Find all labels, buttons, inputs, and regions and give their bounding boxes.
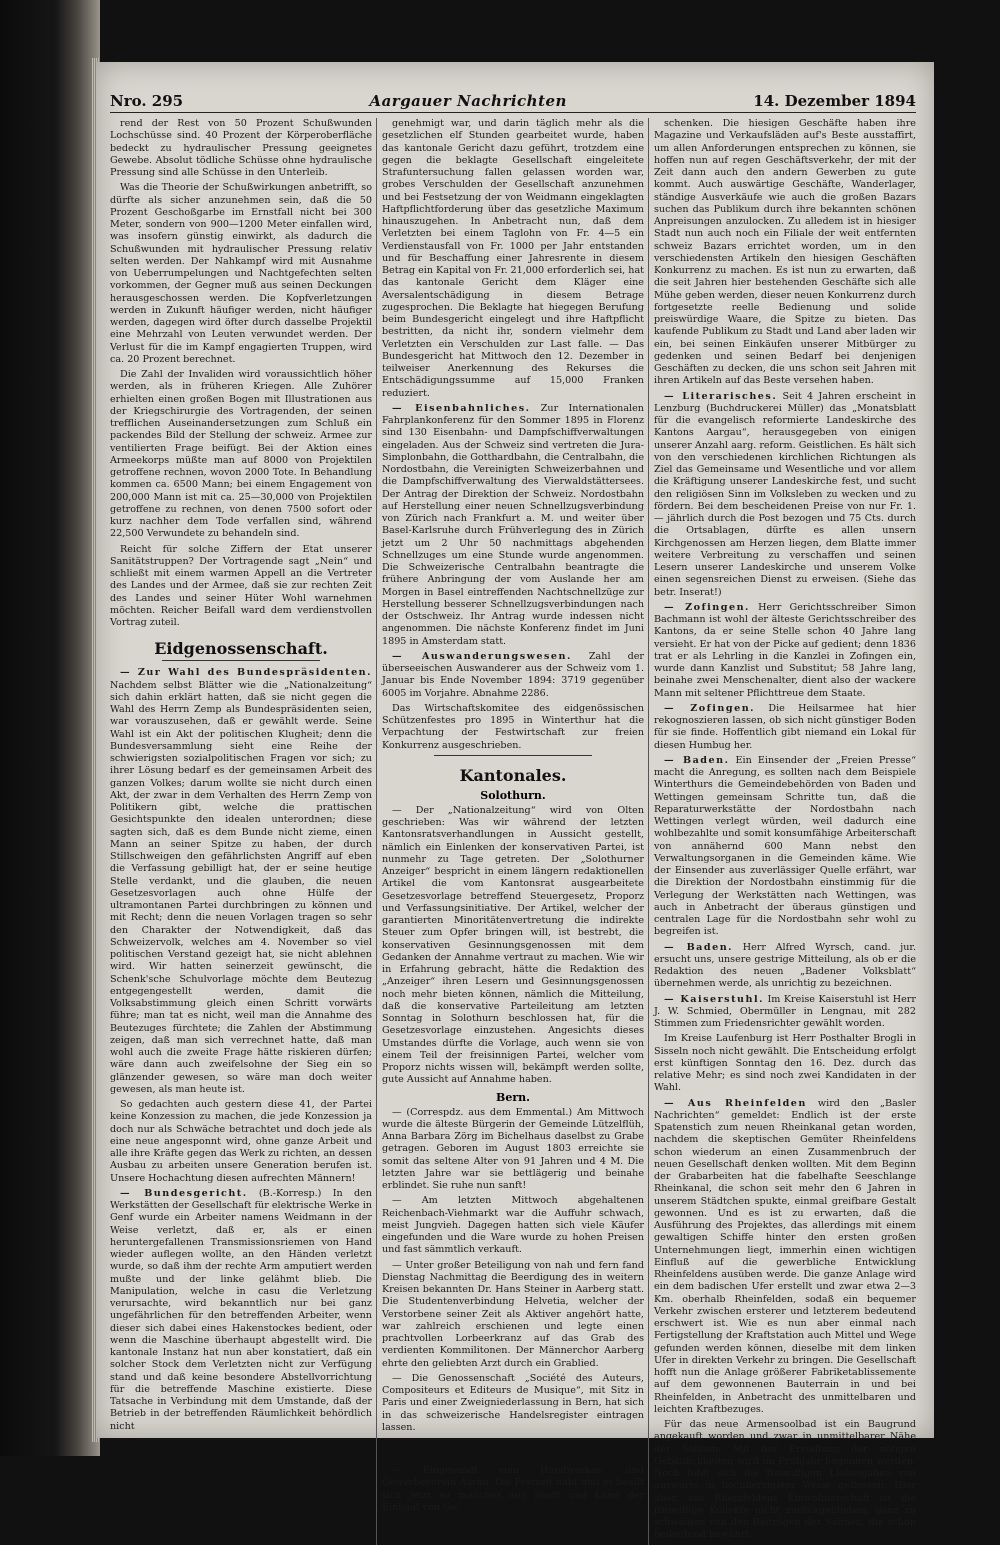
article-paragraph: [654, 703, 916, 752]
subheading-solothurn: Solothurn.: [480, 788, 546, 802]
article-lead: — Zofingen.: [664, 601, 750, 613]
article-paragraph: [654, 942, 916, 991]
newspaper-title: Aargauer Nachrichten: [369, 92, 567, 110]
article-lead: — Zofingen.: [664, 702, 756, 714]
section-heading-aargau: Aargau.: [478, 1444, 548, 1463]
divider: [434, 755, 591, 756]
issue-date: 14. Dezember 1894: [753, 92, 916, 110]
article-paragraph: [382, 651, 644, 700]
article-paragraph: So gedachten auch gestern diese 41, der Partei keine Konzession zu machen, die jede Konzession ja doch nur als Schwäche betrachtet und doch jede als eine neue angesponnt wird, ohne ganze Arbeit und alle ihre Kräfte gegen das Werk zu richten, an dessen Ausbau zu arbeiten unsere Generation berufen ist. Unsere Hochachtung diesen aufrechten Männern!: [110, 1099, 372, 1184]
article-paragraph: Reicht für solche Ziffern der Etat unserer Sanitätstruppen? Der Vortragende sagt „Nein“ und schließt mit einem warmen Appell an die Vertreter des Landes und der Armee, daß sie zur rechten Zeit des Landes und seiner Hüter Wohl warnehmen möchten. Reicher Beifall ward dem verdienstvollen Vortrag zuteil.: [110, 543, 372, 628]
article-lead: — Eisenbahnliches.: [392, 402, 531, 414]
section-heading-eidgenossenschaft: Eidgenossenschaft.: [154, 639, 328, 659]
article-paragraph: — Die Genossenschaft „Société des Auteurs, Compositeurs et Editeurs de Musique“, mit Sitz in Paris und einer Zweigniederlassung in Bern, hat sich in das schweizerische Handelsregister eintragen lassen.: [382, 1372, 644, 1433]
subheading-bern: Bern.: [496, 1090, 530, 1104]
newspaper-page: [96, 62, 934, 1541]
article-body: Nachdem selbst Blätter wie die „Nationalzeitung“ sich dahin erklärt hatten, daß sie nicht gegen die Wahl des Herrn Zemp als Bundespräsidenten seien, war vorauszusehen, daß er gewählt werde. Seine Wahl ist ein Akt der politischen Klugheit; denn die Bundesversammlung sieht eine Reihe der schwierigsten sozialpolitischen Fragen vor sich; zu ihrer Lösung bedarf es der gemeinsamen Arbeit des ganzen Volkes; darum wollte sie nicht durch einen Akt, der zwar in dem Verhalten des Herrn Zemp von Politikern gibt, welche die prattischen Gesichtspunkte den idealen unterordnen; diese sagten sich, daß es dem Bunde nicht zieme, einen Mann an seiner Spitze zu haben, der durch Stillschweigen den gefährlichsten Angriff auf eben die Verfassung gebilligt hat, der er seine heutige Stelle verdankt, und die glauben, die neuen Gesetzesvorlagen auch ohne Hülfe der ultramontanen Partei durchbringen zu können und mit Recht; denn die neuen Vorlagen tragen so sehr den Charakter der Notwendigkeit, daß das Schweizervolk, welches am 4. November so viel politischen Verstand gezeigt hat, sie nicht ablehnen wird. Wir hatten seinerzeit gewünscht, die Schenk'sche Schulvorlage möchte dem Beutezug entgegengestellt werden, damit die Volksabstimmung gleich einen Schritt vorwärts führe; man tat es nicht, weil man die Annahme des Beutezuges fürchtete; die Zahlen der Abstimmung zeigen, daß man sich verrechnet hatte, daß man wohl auch die zweite Frage hätte riskieren dürfen; wäre dann auch zweifelsohne der Sieg ein so glänzender gewesen, so wäre man doch weiter gewesen, als man heute ist.: [110, 679, 372, 1095]
article-paragraph: [110, 667, 372, 1096]
divider: [162, 660, 319, 661]
article-lead: — Zur Wahl des Bundespräsidenten.: [120, 667, 372, 679]
article-body: Ein Einsender der „Freien Presse“ macht die Anregung, es sollten nach dem Beispiele Winterthurs die Gemeindebehörden von Baden und Wettingen gemeinsam Schritte tun, daß die Reparaturwerkstätte der Nordostbahn nach Wettingen verlegt würden, weil dadurch eine wohlbezahlte und somit konsumfähige Arbeiterschaft von annähernd 600 Mann nebst den Verwaltungsorganen in die Gemeinden käme. Wie der Einsender aus zuverlässiger Quelle erfährt, war die Direktion der Nordostbahn einstimmig für die Verlegung der Werkstätten nach Wettingen, was auch in Anbetracht der überaus günstigen und centralen Lage für die Nordostbahn sehr wohl zu begreifen ist.: [654, 754, 916, 938]
article-paragraph: Das Wirtschaftskomitee des eidgenössischen Schützenfestes pro 1895 in Winterthur hat die Verpachtung der Festwirtschaft zur freien Konkurrenz ausgeschrieben.: [382, 702, 644, 751]
article-paragraph: schenken. Die hiesigen Geschäfte haben ihre Magazine und Verkaufsläden auf's Beste ausstaffirt, um allen Anforderungen entsprechen zu können, sie hoffen nun auf regen Geschäftsverkehr, der mit der Zeit dann auch den andern Gewerben zu gute kommt. Auch auswärtige Geschäfte, Wanderlager, ständige Ausverkäufe wie auch die großen Bazars suchen das Publikum durch ihre bekannten schönen Anpreisungen anzulocken. Zu alledem ist in hiesiger Stadt nun auch noch ein Filiale der weit entfernten schweiz Bazars errichtet worden, um in den verschiedensten Artikeln den hiesigen Geschäften Konkurrenz zu machen. Es ist nun zu erwarten, daß die seit Jahren hier bestehenden Geschäfte sich alle Mühe geben werden, dieser neuen Konkurrenz durch fortgesetzte reelle Bedienung und solide preiswürdige Waare, die Spitze zu bieten. Das kaufende Publikum zu Stadt und Land aber laden wir ein, bei seinen Einkäufen unserer Mitbürger zu gedenken und seinen Bedarf bei denjenigen Geschäften zu decken, die uns schon seit Jahren mit ihren Artikeln auf das Beste versehen haben.: [654, 118, 916, 387]
columns: [110, 118, 916, 1541]
article-body: Zahl der überseeischen Auswanderer aus der Schweiz vom 1. Januar bis Ende November 1894: 3719 gegenüber 6005 im Vorjahre. Abnahme 2286.: [382, 650, 644, 699]
article-paragraph: — Eingesandt vom Handwerker- und Gewerbeverein Aarau. Die Festzeit naht und es beeilt sich jetzt so manches aus Stadt und Land der Einkauf von Ge-: [382, 1465, 644, 1513]
article-paragraph: [654, 1098, 916, 1417]
article-body: Zur Internationalen Fahrplankonferenz für den Sommer 1895 in Florenz sind 130 Eisenbahn- und Dampfschiffverwaltungen eingeladen. Aus der Schweiz sind vertreten die Jura-Simplonbahn, die Gotthardbahn, die Centralbahn, die Nordostbahn, die Vereinigten Schweizerbahnen und die Dampfschiffverwaltung des Vierwaldstättersees. Der Antrag der Direktion der Schweiz. Nordostbahn auf Herstellung einer neuen Schnellzugsverbindung von Zürich nach Frankfurt a. M. und weiter über Basel-Karlsruhe durch Frühverlegung des in Zürich jetzt um 2 Uhr 50 nachmittags abgehenden Schnellzuges um eine Stunde wurde angenommen. Die Schweizerische Centralbahn beantragte die frühere Anbringung der vom Auslande her am Morgen in Basel eintreffenden Nachtschnellzüge zur Herstellung besserer Schnellzugsverbindungen nach der Ostschweiz. Ihr Antrag wurde indessen nicht angenommen. Die nächste Konferenz findet im Juni 1895 in Amsterdam statt.: [382, 402, 644, 647]
article-paragraph: [654, 602, 916, 700]
article-body: Die Heilsarmee hat hier rekognoszieren lassen, ob sich nicht günstiger Boden für sie finde. Hoffentlich gibt niemand ein Lokal für diesen Humbug her.: [654, 702, 916, 751]
article-paragraph: [654, 755, 916, 939]
page-header: [110, 86, 916, 113]
article-paragraph: — (Correspdz. aus dem Emmental.) Am Mittwoch wurde die älteste Bürgerin der Gemeinde Lützelflüh, Anna Barbara Zörg im Bichelhaus daselbst zu Grabe getragen. Geboren im August 1803 erreichte sie somit das seltene Alter von 91 Jahren und 4 M. Die letzten Jahre war sie bettlägerig und beinahe erblindet. Sie ruhe nun sanft!: [382, 1106, 644, 1191]
article-paragraph: Im Kreise Laufenburg ist Herr Posthalter Brogli in Sisseln noch nicht gewählt. Die Entscheidung erfolgt erst künftigen Sonntag den 16. Dez. durch das relative Mehr; es sind noch zwei Kandidaten in der Wahl.: [654, 1033, 916, 1094]
article-lead: — Aus Rheinfelden: [664, 1097, 807, 1109]
article-body: wird den „Basler Nachrichten“ gemeldet: Endlich ist der erste Spatenstich zum neuen Rheinkanal getan worden, nachdem die skeptischen Gemüter Rheinfeldens schon wiederum an einen Zusammenbruch der neuen Gesellschaft denken wollten. Mit dem Beginn der Grabarbeiten hat die fabelhafte Seeschlange Rheinkanal, die schon seit mehr den 6 Jahren in unserem Städtchen spukte, einmal greifbare Gestalt gewonnen. Und es ist zu erwarten, daß die Ausführung des Projektes, das allerdings mit einem gewaltigen Schiffe hinter den ersten großen Unternehmungen liegt, immerhin einen wichtigen Einfluß auf die gewerbliche Entwicklung Rheinfeldens ausüben werde. Die ganze Anlage wird ein dem badischen Ufer erstellt und zwar etwa 2—3 Km. oberhalb Rheinfelden, sodaß ein bequemer Verkehr zwischen ersterer und letzterem bedeutend erschwert ist. Wie es nun aber einmal nach Fertigstellung der Kraftstation auch Mittel und Wege gefunden werden können, dieselbe mit dem linken Ufer in direkten Verkehr zu bringen. Die Gesellschaft hofft nun die Anlage größerer Fabriketablissemente auf dem gewonnenen Bauterrain in und bei Rheinfelden, in Anbetracht des unmittelbaren und leichten Kraftbezuges.: [654, 1097, 916, 1415]
column-1: [110, 118, 372, 1545]
article-paragraph: [382, 403, 644, 648]
article-lead: — Auswanderungswesen.: [392, 650, 572, 662]
article-paragraph: genehmigt war, und darin täglich mehr als die gesetzlichen elf Stunden gearbeitet wurde, haben das kantonale Gericht dazu geführt, trotzdem eine gegen die beklagte Gesellschaft eingeleitete Strafuntersuchung fallen gelassen worden war, grobes Verschulden der Gesellschaft anzunehmen und bei Festsetzung der von Weidmann eingeklagten Haftpflichtforderung über das gesetzliche Maximum hinauszugehen. In Anbetracht nun, daß dem Verletzten bei einem Taglohn von Fr. 4—5 ein Verdienstausfall von Fr. 1000 per Jahr entstanden und für Beschaffung einer Jahresrente in diesem Betrag ein Kapital von Fr. 21,000 erforderlich sei, hat das kantonale Gericht dem Kläger eine Aversalentschädigung in diesem Betrage zugesprochen. Die Beklagte hat hiegegen Berufung beim Bundesgericht eingelegt und ihre Haftpflicht bestritten, da nicht ihr, sondern vielmehr dem Verletzten ein Verschulden zur Last falle. — Das Bundesgericht hat Mittwoch den 12. Dezember in teilweiser Anerkennung des Rekurses die Entschädigungssumme auf 15,000 Franken reduziert.: [382, 118, 645, 399]
article-lead: — Baden.: [664, 941, 734, 953]
section-heading-kantonales: Kantonales.: [459, 765, 567, 785]
article-paragraph: Was die Theorie der Schußwirkungen anbetrifft, so dürfte als sicher anzunehmen sein, daß die 50 Prozent Geschoßgarbe im Ernstfall nicht bei 300 Meter, sondern von 900—1200 Meter einfallen wird, was insofern günstig einwirkt, als dadurch die Schußwunden mit hydraulischer Pressung relativ selten werden. Der Nahkampf wird mit Ausnahme von Ueberrumpelungen und Nachtgefechten selten vorkommen, der Gegner muß aus seinen Deckungen herausgeschossen werden. Die Kopfverletzungen werden in Zukunft häufiger werden, nicht häufiger werden, dagegen wird öfter durch dasselbe Projektil eine Mehrzahl von Leuten verwundet werden. Der Verlust für die im Kampf engagierten Truppen, wird ca. 20 Prozent berechnet.: [110, 182, 372, 365]
article-body: Herr Gerichtsschreiber Simon Bachmann ist wohl der älteste Gerichtsschreiber des Kantons, da er seine Stelle schon 40 Jahre lang versieht. Er hat von der Picke auf gedient; denn 1836 trat er als Lehrling in die Kanzlei in Zofingen ein, wurde dann Kanzlist und Substitut; 58 Jahre lang, beinahe zwei Menschenalter, dient also der wackere Mann mit seltener Pflichttreue dem Staate.: [654, 601, 916, 699]
article-paragraph: — Der „Nationalzeitung“ wird von Olten geschrieben: Was wir während der letzten Kantonsratsverhandlungen in Aussicht gestellt, nämlich ein Einlenken der konservativen Partei, ist nunmehr zu Tage getreten. Der „Solothurner Anzeiger“ bespricht in einem längern redaktionellen Artikel die vom Kantonsrat ausgearbeitete Gesetzesvorlage betreffend Steuergesetz, Proporz und Verfassungsinitiative. Der Artikel, welcher der garantierten Minoritätenvertretung die indirekte Steuer zum Opfer bringen will, ist bestrebt, die konservativen Gesinnungsgenossen mit dem Gedanken der Annahme vertraut zu machen. Wie wir in Erfahrung gebracht, hätte die Redaktion des „Anzeiger“ ihren Lesern und Gesinnungsgenossen noch mehr bieten können, nämlich die Mitteilung, daß die konservative Parteileitung am letzten Sonntag in Solothurn beschlossen hat, für die Gesetzesvorlage einzustehen. Angesichts dieses Umstandes dürfte die Vorlage, auch wenn sie von einem Teil der freisinnigen Partei, welcher vom Proporz nichts wissen will, bekämpft werden sollte, gute Aussicht auf Annahme haben.: [382, 804, 644, 1086]
article-paragraph: — Am letzten Mittwoch abgehaltenen Reichenbach-Viehmarkt war die Auffuhr schwach, meist Jungvieh. Dagegen hatten sich viele Käufer eingefunden und die Ware wurde zu hohen Preisen und fast sämmtlich verkauft.: [382, 1195, 644, 1256]
article-paragraph: — Unter großer Beteiligung von nah und fern fand Dienstag Nachmittag die Beerdigung des in weitern Kreisen bekannten Dr. Hans Steiner in Aarberg statt. Die Studentenverbindung Helvetia, welcher der Verstorbene seiner Zeit als Aktiver angehört hatte, war zahlreich erschienen und legte einen prachtvollen Lorbeerkranz auf das Grab des verdienten Kommilitonen. Der Männerchor Aarberg ehrte den geliebten Arzt durch ein Grablied.: [382, 1259, 644, 1369]
article-body: Im Kreise Kaiserstuhl ist Herr J. W. Schmied, Obermüller in Lengnau, mit 282 Stimmen zum Friedensrichter gewählt worden.: [654, 993, 916, 1029]
column-3: [654, 118, 916, 1545]
article-paragraph: rend der Rest von 50 Prozent Schußwunden Lochschüsse sind. 40 Prozent der Körperoberfläche bedeckt zu hydraulischer Pressung geeignetes Gewebe. Absolut tödliche Schüsse ohne hydraulische Pressung sind alle Schüsse in den Unterleib.: [110, 118, 372, 178]
page-number: Nro. 295: [110, 92, 184, 110]
article-lead: — Bundesgericht.: [120, 1187, 248, 1199]
article-paragraph: [654, 994, 916, 1031]
article-paragraph: Für das neue Armensoolbad ist ein Baugrund angekauft worden und zwar in unmittelbarer Nähe der Salinen. Mit der Erstellung der nötigen Gebäulichkeiten wird im Frühjahr begonnen werden. Noch fehlt sich die freiwilligen Liebesgaben von auswärts in hochherzigster Weise geflossen. Hier aber, aus Rheinfeldens Einwohnerschaft ist die freiwillige Kollekte nicht zurückgeblieben, ganz zu schweigen von den Beiträgen der Salinen, die schon bedeutend bewährt.: [654, 1419, 916, 1541]
article-paragraph: [110, 1188, 372, 1433]
article-lead: — Literarisches.: [664, 390, 778, 402]
article-body: Seit 4 Jahren erscheint in Lenzburg (Buchdruckerei Müller) das „Monatsblatt für die evangelisch reformierte Landeskirche des Kantons Aargau“, herausgegeben von einigen unserer Anzahl aarg. reform. Geistlichen. Es hält sich von den verschiedenen kirchlichen Richtungen als Ziel das Gemeinsame und Wesentliche und vor allem die Kräftigung unserer Landeskirche fest, und sucht den religiösen Sinn im Volksleben zu wecken und zu fördern. Bei dem bescheidenen Preise von nur Fr. 1.— jährlich durch die Post bezogen und 75 Cts. durch die Ortsablagen, dürfte es allen unsern Kirchgenossen am Herzen liegen, dem Blatte immer weitere Verbreitung zu verschaffen und seinen Lesern unserer Landeskirche und unserem Volke einen segensreichen Dienst zu erweisen. (Siehe das betr. Inserat!): [654, 390, 916, 598]
article-paragraph: [654, 391, 916, 599]
scan-background: [0, 0, 100, 1456]
article-lead: — Kaiserstuhl.: [664, 993, 764, 1005]
article-body: (B.-Korresp.) In den Werkstätten der Gesellschaft für elektrische Werke in Genf wurde ein Arbeiter namens Weidmann in der Weise verletzt, daß er, als er einen heruntergefallenen Transmissionsriemen von Hand wieder auflegen wollte, an den Händen verletzt wurde, so daß ihm der rechte Arm amputiert werden mußte und der linke gelähmt blieb. Die Manipulation, welche in casu die Verletzung verursachte, wird bekanntlich nur bei ganz ungefährlichen für den betreffenden Arbeiter, wenn dieser sich dabei eines Hakenstockes bedient, oder wenn die Maschine überhaupt abgestellt wird. Die kantonale Instanz hat nun aber konstatiert, daß ein solcher Stock dem Verletzten nicht zur Verfügung stand und daß keine besondere Abstellvorrichtung für die betreffende Maschine existierte. Diese Tatsache in Verbindung mit dem Umstande, daß der Betrieb in der betreffenden Räumlichkeit behördlich nicht: [110, 1187, 372, 1432]
column-2: [382, 118, 644, 1545]
article-paragraph: Die Zahl der Invaliden wird voraussichtlich höher werden, als in früheren Kriegen. Alle Zuhörer erhielten einen großen Bogen mit Illustrationen aus der Kriegschirurgie des Vortragenden, der seinen trefflichen Auseinandersetzungen zum Schluß ein packendes Bild der Stellung der schweiz. Armee zur ventilierten Frage beifügt. Bei der Aktion eines Armeekorps müßte man auf 8000 von Projektilen getroffene rechnen, wovon 2000 Tote. In Behandlung kommen ca. 6500 Mann; bei einem Engagement von 200,000 Mann ist mit ca. 25—30,000 von Projektilen getroffene zu rechnen, von denen 7500 sofort oder kurz nachher dem Tode verfallen sind, während 22,500 Verwundete zu behandeln sind.: [110, 369, 372, 540]
article-body: Herr Alfred Wyrsch, cand. jur. ersucht uns, unsere gestrige Mitteilung, als ob er die Redaktion des neuen „Badener Volksblatt“ übernehmen werde, als unrichtig zu bezeichnen.: [654, 941, 916, 990]
article-lead: — Baden.: [664, 754, 730, 766]
